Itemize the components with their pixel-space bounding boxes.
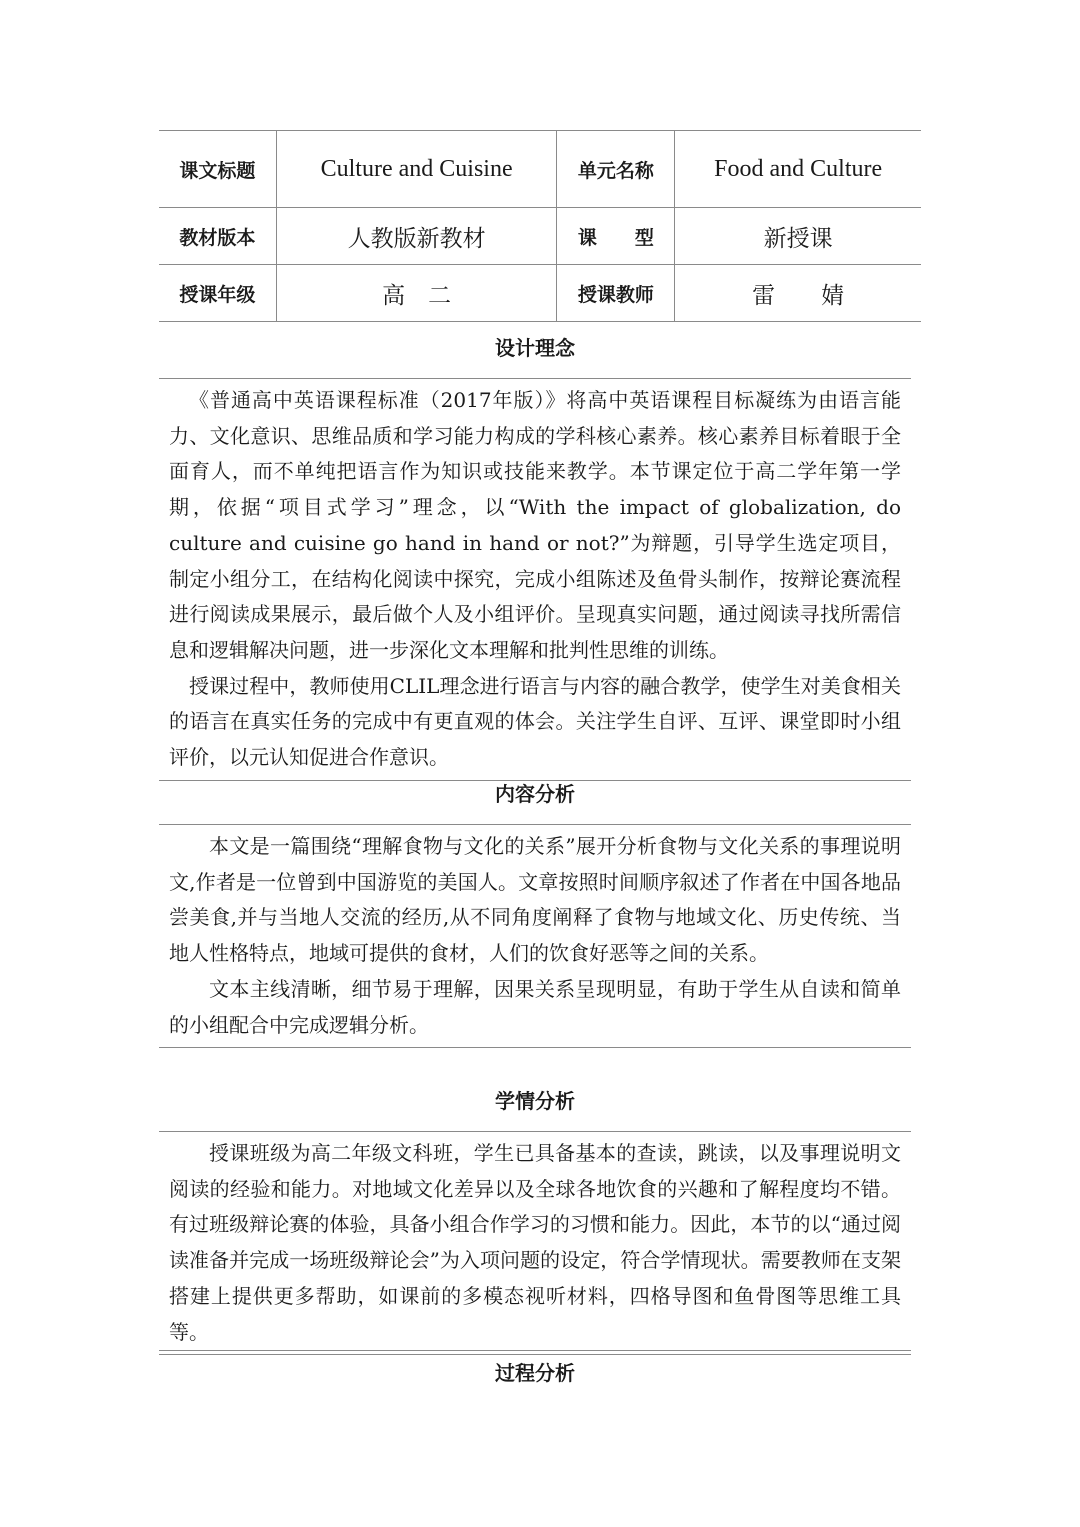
teacher-label: 授课教师: [557, 265, 675, 322]
section-body: [159, 378, 911, 781]
textbook-edition-value: 人教版新教材: [276, 208, 557, 265]
paragraph: 《普通高中英语课程标准（2017年版）》将高中英语课程目标凝练为由语言能力、文化意识、思维品质和学习能力构成的学科核心素养。核心素养目标着眼于全面育人，而不单纯把语言作为知识或技能来教学。本节课定位于高二学年第一学期，依据“项目式学习”理念，以“With the impact of globalization, do culture and cuisine go hand in hand or not?”为辩题，引导学生选定项目，制定小组分工，在结构化阅读中探究，完成小组陈述及鱼骨头制作，按辩论赛流程进行阅读成果展示，最后做个人及小组评价。呈现真实问题，通过阅读寻找所需信息和逻辑解决问题，进一步深化文本理解和批判性思维的训练。: [169, 388, 901, 662]
section-body: [159, 824, 911, 1048]
section-title: 设计理念: [495, 336, 575, 360]
grade-value: 高 二: [276, 265, 557, 322]
lesson-type-value: 新授课: [675, 208, 921, 265]
info-row: [159, 131, 921, 208]
section-title: 内容分析: [495, 782, 575, 806]
lesson-type-label: 课 型: [557, 208, 675, 265]
content-analysis-section: [159, 772, 911, 1048]
section-title: 学情分析: [495, 1089, 575, 1113]
info-row: [159, 265, 921, 322]
section-title: 过程分析: [159, 1350, 911, 1403]
paragraph: 授课过程中，教师使用CLIL理念进行语言与内容的融合教学，使学生对美食相关的语言在真实任务的完成中有更直观的体会。关注学生自评、互评、课堂即时小组评价，以元认知促进合作意识。: [169, 673, 901, 770]
lesson-info-table: [159, 130, 921, 322]
unit-name-value: Food and Culture: [675, 131, 921, 208]
paragraph: 文本主线清晰，细节易于理解，因果关系呈现明显，有助于学生从自读和简单的小组配合中完成逻辑分析。: [169, 976, 901, 1037]
lesson-title-value: Culture and Cuisine: [276, 131, 557, 208]
learner-analysis-section: [159, 1079, 911, 1355]
process-analysis-section: [159, 1350, 911, 1403]
textbook-edition-label: 教材版本: [159, 208, 276, 265]
teacher-value: 雷 婧: [675, 265, 921, 322]
section-body: [159, 1131, 911, 1355]
info-row: [159, 208, 921, 265]
design-concept-section: [159, 326, 911, 781]
paragraph: 本文是一篇围绕“理解食物与文化的关系”展开分析食物与文化关系的事理说明文,作者是一位曾到中国游览的美国人。文章按照时间顺序叙述了作者在中国各地品尝美食,并与当地人交流的经历,从不同角度阐释了食物与地域文化、历史传统、当地人性格特点，地域可提供的食材，人们的饮食好恶等之间的关系。: [169, 834, 901, 966]
lesson-title-label: 课文标题: [159, 131, 276, 208]
paragraph: 授课班级为高二年级文科班，学生已具备基本的查读，跳读，以及事理说明文阅读的经验和能力。对地域文化差异以及全球各地饮食的兴趣和了解程度均不错。有过班级辩论赛的体验，具备小组合作学习的习惯和能力。因此，本节的以“通过阅读准备并完成一场班级辩论会”为入项问题的设定，符合学情现状。需要教师在支架搭建上提供更多帮助，如课前的多模态视听材料，四格导图和鱼骨图等思维工具等。: [169, 1141, 901, 1344]
grade-label: 授课年级: [159, 265, 276, 322]
unit-name-label: 单元名称: [557, 131, 675, 208]
